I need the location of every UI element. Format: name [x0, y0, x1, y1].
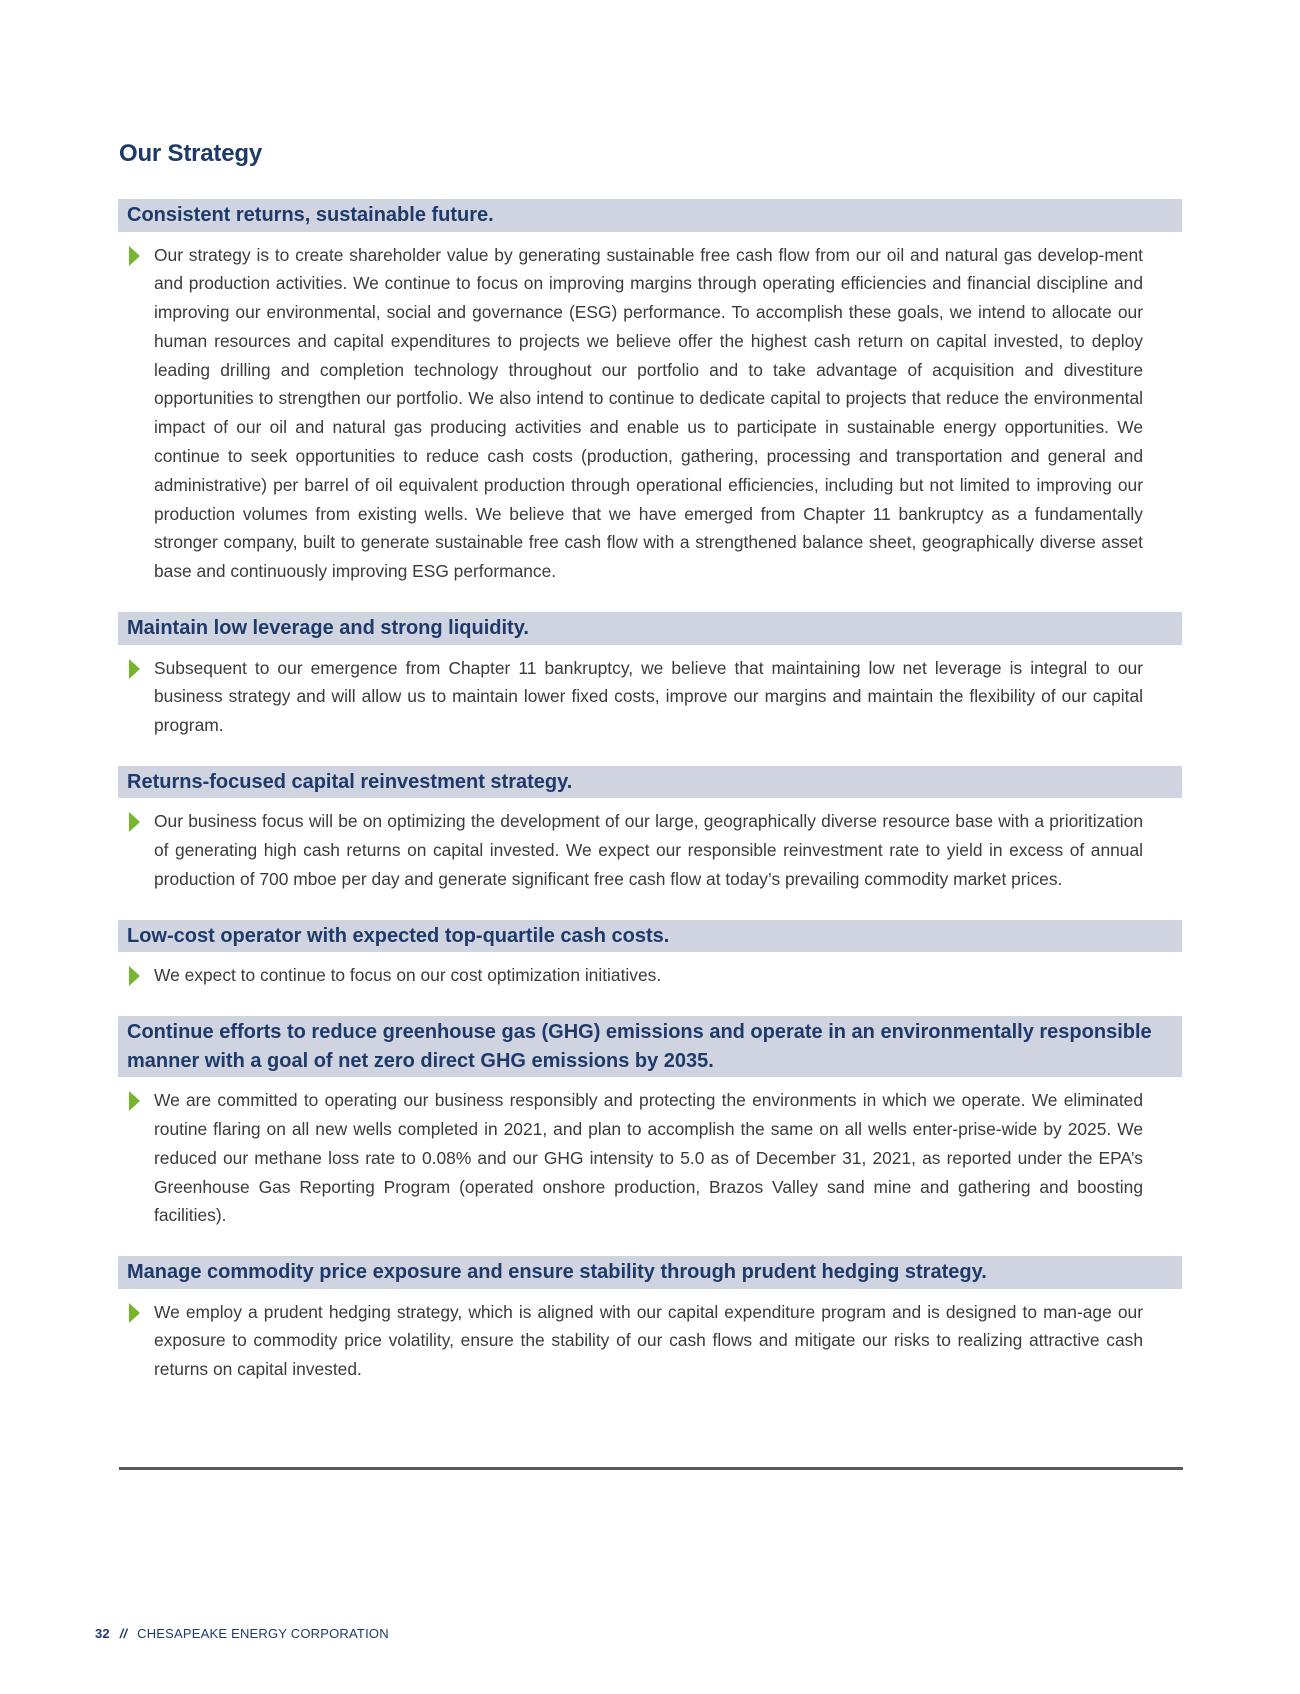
section-text: Our strategy is to create shareholder value by generating sustainable free cash flow from our oil and natural gas develop-ment and production activities. We continue to focus on improving margins through operating efficiencies and financial discipline and improving our environmental, social and governance (ESG) performance. To accomplish these goals, we intend to allocate our human resources and capital expenditures to projects we believe offer the highest cash return on capital invested, to deploy leading drilling and completion technology throughout our portfolio and to take advantage of acquisition and divestiture opportunities to strengthen our portfolio. We also intend to continue to dedicate capital to projects that reduce the environmental impact of our oil and natural gas producing activities and enable us to participate in sustainable energy opportunities. We continue to seek opportunities to reduce cash costs (production, gathering, processing and transportation and general and administrative) per barrel of oil equivalent production through operational efficiencies, including but not limited to improving our production volumes from existing wells. We believe that we have emerged from Chapter 11 bankruptcy as a fundamentally stronger company, built to generate sustainable free cash flow with a strengthened balance sheet, geographically diverse asset base and continuously improving ESG performance. [154, 244, 1143, 582]
section-text: We are committed to operating our business responsibly and protecting the environments in which we operate. We eliminated routine flaring on all new wells completed in 2021, and plan to accomplish the same on all wells enter-prise-wide by 2025. We reduced our methane loss rate to 0.08% and our GHG intensity to 5.0 as of December 31, 2021, as reported under the EPA’s Greenhouse Gas Reporting Program (operated onshore production, Brazos Valley sand mine and gathering and boosting facilities). [154, 1090, 1143, 1226]
strategy-section [118, 920, 1182, 990]
green-arrow-bullet-icon [129, 246, 140, 266]
bottom-divider [119, 1467, 1183, 1470]
section-heading: Consistent returns, sustainable future. [118, 199, 1182, 232]
section-text: Subsequent to our emergence from Chapter 11 bankruptcy, we believe that maintaining low net leverage is integral to our business strategy and will allow us to maintain lower fixed costs, improve our margins and maintain the flexibility of our capital program. [154, 657, 1143, 736]
section-heading: Low-cost operator with expected top-quartile cash costs. [118, 920, 1182, 953]
page-number: 32 [95, 1626, 110, 1641]
strategy-section [118, 766, 1182, 894]
strategy-section [118, 612, 1182, 740]
section-text: We employ a prudent hedging strategy, which is aligned with our capital expenditure program and is designed to man-age our exposure to commodity price volatility, ensure the stability of our cash flows and mitigate our risks to realizing attractive cash returns on capital invested. [154, 1301, 1143, 1380]
strategy-section [118, 1256, 1182, 1384]
green-arrow-bullet-icon [129, 659, 140, 679]
section-body [118, 961, 1182, 990]
section-body [118, 1298, 1182, 1384]
section-heading: Manage commodity price exposure and ensure stability through prudent hedging strategy. [118, 1256, 1182, 1289]
section-heading: Maintain low leverage and strong liquidity. [118, 612, 1182, 645]
section-heading: Continue efforts to reduce greenhouse gas (GHG) emissions and operate in an environmentally responsible manner with a goal of net zero direct GHG emissions by 2035. [118, 1016, 1182, 1077]
strategy-sections [118, 199, 1182, 1384]
section-body [118, 807, 1182, 893]
footer-separator: // [119, 1626, 128, 1641]
strategy-section [118, 199, 1182, 586]
green-arrow-bullet-icon [129, 1091, 140, 1111]
page-footer [95, 1626, 389, 1641]
section-body [118, 654, 1182, 740]
section-body [118, 1086, 1182, 1230]
section-text: Our business focus will be on optimizing the development of our large, geographically diverse resource base with a prioritization of generating high cash returns on capital invested. We expect our responsible reinvestment rate to yield in excess of annual production of 700 mboe per day and generate significant free cash flow at today’s prevailing commodity market prices. [154, 811, 1143, 890]
section-text: We expect to continue to focus on our cost optimization initiatives. [154, 965, 662, 986]
footer-company-name: CHESAPEAKE ENERGY CORPORATION [137, 1626, 389, 1641]
green-arrow-bullet-icon [129, 1303, 140, 1323]
green-arrow-bullet-icon [129, 812, 140, 832]
page-title: Our Strategy [119, 140, 262, 167]
green-arrow-bullet-icon [129, 966, 140, 986]
section-heading: Returns-focused capital reinvestment strategy. [118, 766, 1182, 799]
strategy-section [118, 1016, 1182, 1230]
section-body [118, 241, 1182, 587]
